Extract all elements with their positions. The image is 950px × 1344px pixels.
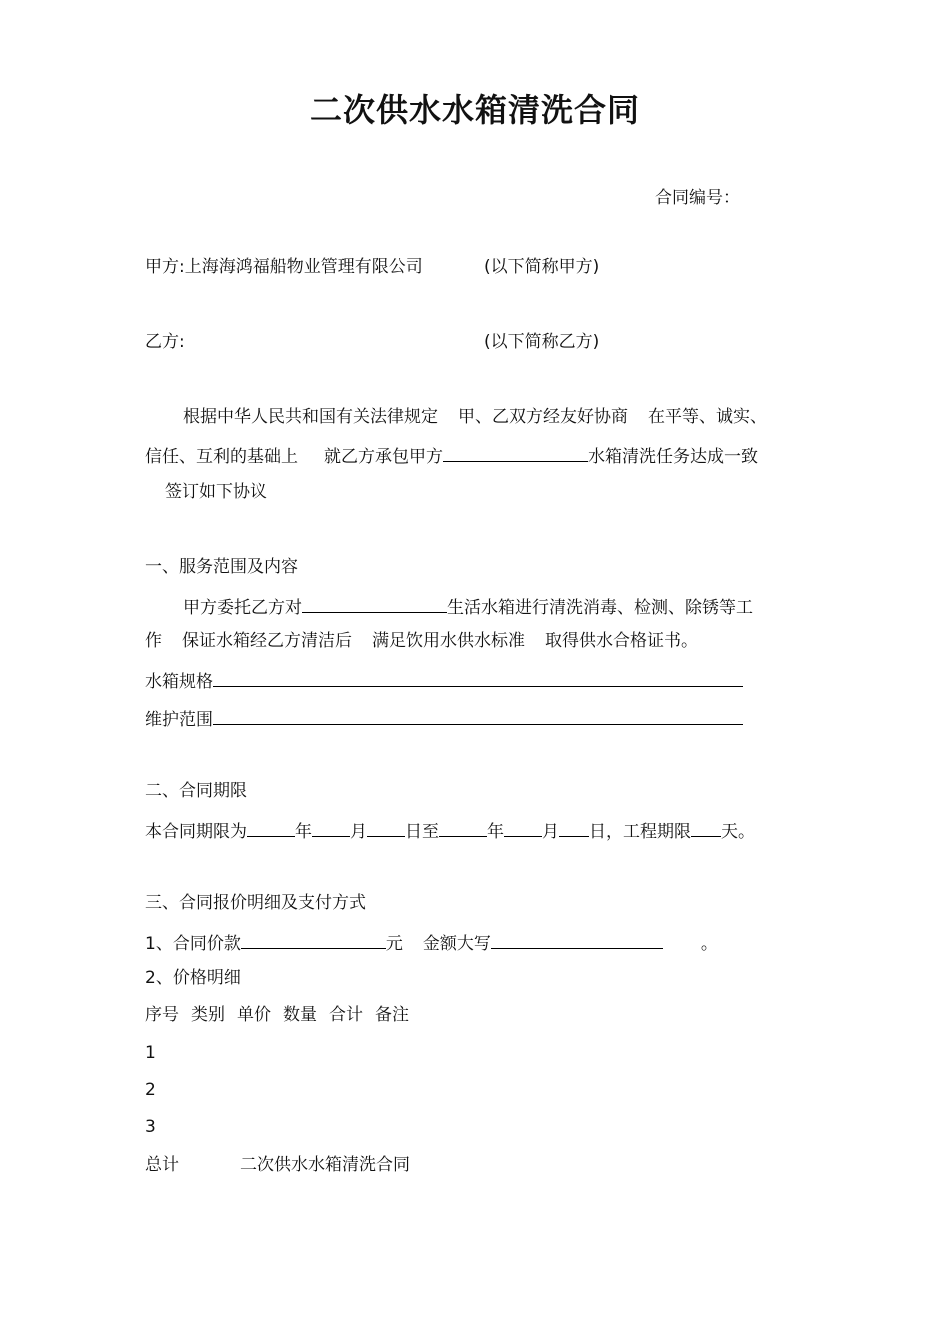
contract-number-label: 合同编号： [655,188,740,208]
start-day-field[interactable] [367,818,405,837]
party-a-label: 甲方:上海海鸿福船物业管理有限公司 [145,257,423,277]
table-row: 3 [145,1117,156,1137]
tank-spec-label: 水箱规格 [145,672,213,692]
column-header: 序号 [145,1005,179,1025]
preamble-text: 水箱清洗任务达成一致 [588,447,758,467]
column-header: 备注 [375,1005,409,1025]
tank-spec-line [145,668,743,693]
period-text: 日至 [405,822,439,842]
project-days-field[interactable] [691,818,721,837]
column-header: 合计 [329,1005,363,1025]
start-year-field[interactable] [247,818,295,837]
column-header: 类别 [191,1005,225,1025]
end-year-field[interactable] [439,818,487,837]
section-2-heading: 二、合同期限 [145,781,247,801]
preamble-line-1 [183,406,767,428]
period-mark: 。 [700,934,718,954]
price-detail-label: 2、价格明细 [145,968,241,988]
footer-title: 二次供水水箱清洗合同 [240,1155,410,1175]
tank-spec-field[interactable] [213,668,743,687]
column-header: 数量 [283,1005,317,1025]
amount-words-label: 金额大写 [422,934,491,954]
preamble-text: 就乙方承包甲方 [324,447,443,467]
yuan-label: 元 [385,934,403,954]
section-1-line-1 [183,594,753,619]
price-label: 1、合同价款 [145,934,241,954]
price-table-header [145,1004,409,1026]
table-row: 2 [145,1080,156,1100]
blank-field[interactable] [302,594,447,613]
contract-price-line [145,930,718,955]
section-text: 保证水箱经乙方清洁后 [182,631,352,651]
preamble-text: 甲、乙双方经友好协商 [458,407,628,427]
column-header: 单价 [237,1005,271,1025]
section-3-heading: 三、合同报价明细及支付方式 [145,893,366,913]
section-1-line-2 [145,630,698,652]
section-text: 生活水箱进行清洗消毒、检测、除锈等工 [447,598,753,618]
section-text: 取得供水合格证书。 [545,631,698,651]
table-row: 1 [145,1043,156,1063]
maintenance-scope-field[interactable] [213,706,743,725]
party-b-label: 乙方: [145,332,185,352]
end-day-field[interactable] [559,818,589,837]
preamble-text: 根据中华人民共和国有关法律规定 [183,407,438,427]
start-month-field[interactable] [312,818,350,837]
contract-period-line [145,818,755,843]
end-month-field[interactable] [504,818,542,837]
period-text: 月 [350,822,367,842]
preamble-text: 信任、互利的基础上 [145,447,298,467]
amount-words-field[interactable] [491,930,663,949]
period-text: 天。 [721,822,755,842]
party-a-line [145,256,423,278]
section-text: 甲方委托乙方对 [183,598,302,618]
total-label: 总计 [145,1155,179,1175]
period-text: 月 [542,822,559,842]
maintenance-scope-label: 维护范围 [145,710,213,730]
maintenance-scope-line [145,706,743,731]
price-field[interactable] [241,930,386,949]
section-1-heading: 一、服务范围及内容 [145,557,298,577]
preamble-text: 在平等、诚实、 [648,407,767,427]
preamble-line-2 [145,443,758,468]
period-text: 本合同期限为 [145,822,247,842]
document-title: 二次供水水箱清洗合同 [309,91,640,129]
period-text: 年 [487,822,504,842]
period-text: 日，工程期限 [589,822,691,842]
party-b-suffix: (以下简称乙方) [484,332,600,352]
party-a-suffix: (以下简称甲方) [484,257,600,277]
blank-field[interactable] [443,443,588,462]
period-text: 年 [295,822,312,842]
preamble-line-3: 签订如下协议 [165,482,267,502]
section-text: 满足饮用水供水标准 [372,631,525,651]
section-text: 作 [145,631,162,651]
